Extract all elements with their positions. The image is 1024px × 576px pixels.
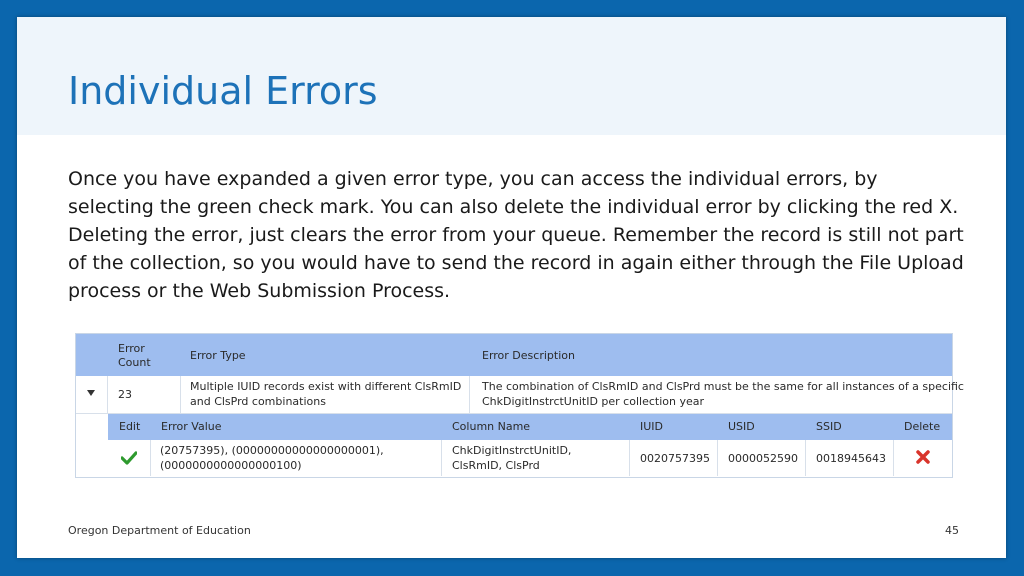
error-count-value: 23 [118, 388, 132, 401]
slide [17, 17, 1006, 558]
ssid-value: 0018945643 [816, 452, 886, 465]
expand-cell[interactable] [76, 376, 108, 413]
error-value-line2: (0000000000000000100) [160, 459, 302, 472]
column-name-cell [442, 440, 630, 476]
detail-header-column-name[interactable]: Column Name [452, 420, 531, 433]
column-name-line2: ClsRmID, ClsPrd [452, 459, 540, 472]
error-type-line1: Multiple IUID records exist with different ClsRmID [190, 380, 462, 393]
ssid-cell [806, 440, 894, 476]
detail-header-edit: Edit [119, 420, 141, 433]
header-error-description[interactable]: Error Description [482, 349, 575, 362]
iuid-cell [630, 440, 718, 476]
error-description-cell [470, 376, 964, 413]
usid-cell [718, 440, 806, 476]
detail-header-ssid[interactable]: SSID [816, 420, 842, 433]
error-type-cell [181, 376, 470, 413]
header-error-count-line2: Count [118, 356, 151, 369]
slide-title: Individual Errors [68, 69, 378, 113]
error-value-line1: (20757395), (00000000000000000001), [160, 444, 384, 457]
title-band [17, 17, 1006, 135]
column-name-line1: ChkDigitInstrctUnitID, [452, 444, 572, 457]
error-description-line2: ChkDigitInstrctUnitID per collection year [482, 395, 704, 408]
error-type-line2: and ClsPrd combinations [190, 395, 326, 408]
iuid-value: 0020757395 [640, 452, 710, 465]
green-check-icon[interactable] [121, 451, 137, 465]
header-error-type[interactable]: Error Type [190, 349, 246, 362]
usid-value: 0000052590 [728, 452, 798, 465]
footer-organization: Oregon Department of Education [68, 524, 251, 537]
detail-header [108, 414, 952, 440]
edit-cell [108, 440, 151, 476]
caret-down-icon[interactable] [87, 390, 97, 398]
page-number: 45 [945, 524, 959, 537]
detail-header-error-value[interactable]: Error Value [161, 420, 222, 433]
error-grid [75, 333, 964, 478]
delete-cell [894, 440, 952, 476]
slide-body-text: Once you have expanded a given error type, you can access the individual errors, by selecting the green check mark. You can also delete the individual error by clicking the red X. Deleting the error, just clears the error from your queue. Remember the record is still not part of the collection, so you would have to send the record in again either through the File Upload process or the Web Submission Process. [68, 168, 964, 302]
error-type-row [76, 376, 964, 414]
error-description-line1: The combination of ClsRmID and ClsPrd must be the same for all instances of a specific [482, 380, 964, 393]
error-count-cell [108, 376, 181, 413]
error-value-cell [151, 440, 442, 476]
detail-indent [76, 414, 109, 476]
detail-header-iuid[interactable]: IUID [640, 420, 664, 433]
error-detail-row [108, 440, 952, 476]
detail-header-usid[interactable]: USID [728, 420, 755, 433]
header-error-count-line1: Error [118, 342, 145, 355]
red-x-icon[interactable] [916, 450, 930, 464]
detail-header-delete: Delete [904, 420, 941, 433]
grid-header [76, 334, 952, 376]
